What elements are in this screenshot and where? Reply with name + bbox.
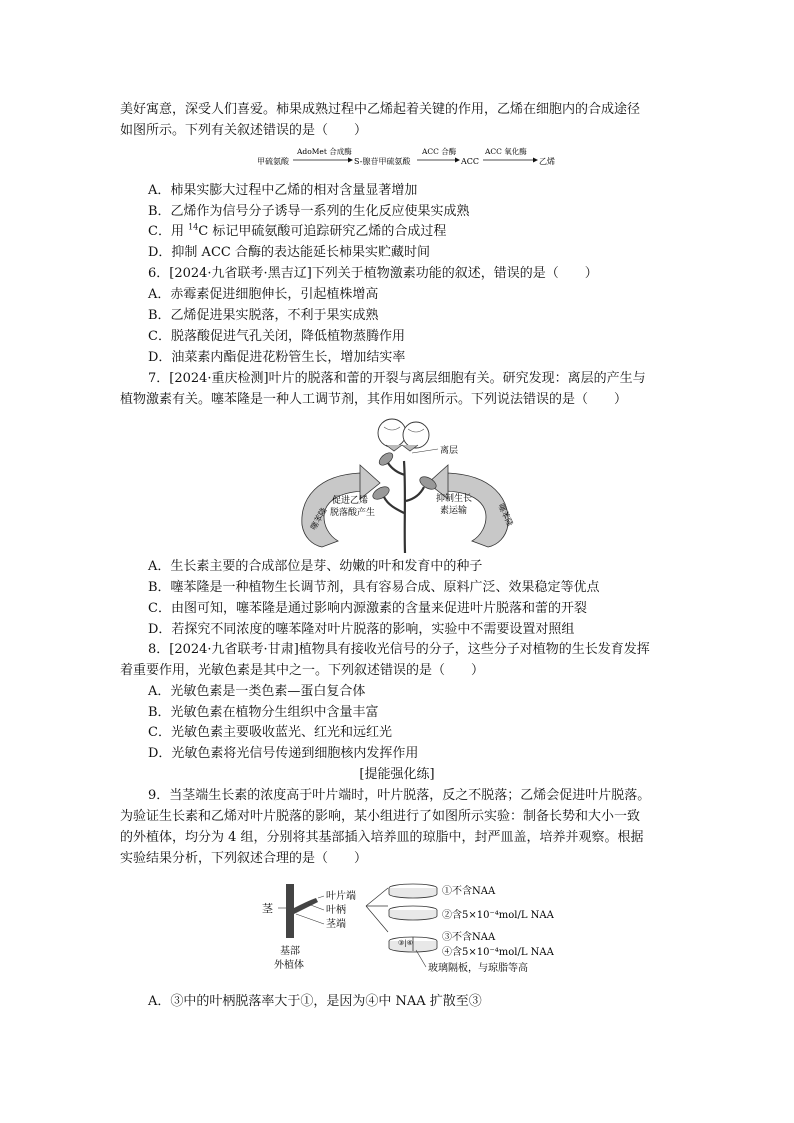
q6-stem: 6．[2024·九省联考·黑吉辽]下列关于植物激素功能的叙述，错误的是（ ）	[148, 266, 598, 281]
leaf-end-label: 叶片端	[326, 891, 356, 902]
petri-dish-3-4	[389, 937, 437, 952]
q8-stem-line1: 8．[2024·九省联考·甘肃]植物具有接收光信号的分子，这些分子对植物的生长发育发挥	[148, 642, 650, 657]
pathway-substrate-1: 甲硫氨酸	[257, 157, 289, 166]
base-label-2: 外植体	[274, 960, 304, 971]
right-arc-label: 噻苯隆	[496, 502, 515, 528]
q7-option-b: B．噻苯隆是一种植物生长调节剂，具有容易合成、原料广泛、效果稳定等优点	[148, 580, 600, 595]
abscission-layer-label: 离层	[440, 446, 459, 456]
q5-option-a: A．柿果实膨大过程中乙烯的相对含量显著增加	[148, 183, 418, 198]
dish-2-label: ②含5×10⁻⁴mol/L NAA	[442, 910, 554, 921]
base-label-1: 基部	[280, 946, 300, 957]
q8-option-c: C．光敏色素主要吸收蓝光、红光和远红光	[148, 725, 392, 740]
q9-stem-line1: 9．当茎端生长素的浓度高于叶片端时，叶片脱落，反之不脱落；乙烯会促进叶片脱落。	[148, 788, 651, 803]
cotton-boll	[403, 422, 429, 448]
q9-option-a: A．③中的叶柄脱落率大于①，是因为④中 NAA 扩散至③	[148, 994, 482, 1009]
pathway-substrate-3: ACC	[461, 157, 480, 166]
q9-stem-line4: 实验结果分析，下列叙述合理的是（ ）	[120, 851, 368, 866]
dish-3-label: ③不含NAA	[442, 932, 496, 943]
pathway-enzyme-1: AdoMet 合成酶	[297, 147, 352, 156]
dish-4-label: ④含5×10⁻⁴mol/L NAA	[442, 947, 554, 958]
q9-stem-line2: 为验证生长素和乙烯对叶片脱落的影响，某小组进行了如图所示实验：制备长势和大小一致	[120, 809, 641, 824]
q7-stem-line2: 植物激素有关。噻苯隆是一种人工调节剂，其作用如图所示。下列说法错误的是（ ）	[120, 392, 628, 407]
q7-option-d: D．若探究不同浓度的噻苯隆对叶片脱落的影响，实验中不需要设置对照组	[148, 622, 575, 637]
promote-label-2: 脱落酸产生	[330, 508, 376, 518]
q8-option-b: B．光敏色素在植物分生组织中含量丰富	[148, 705, 379, 720]
q5-stem-line1: 美好寓意，深受人们喜爱。柿果成熟过程中乙烯起着关键的作用，乙烯在细胞内的合成途径	[120, 102, 641, 117]
dish-1-label: ①不含NAA	[442, 886, 496, 897]
q5-option-b: B．乙烯作为信号分子诱导一系列的生化反应使果实成熟	[148, 204, 470, 219]
q5-option-d: D．抑制 ACC 合酶的表达能延长柿果实贮藏时间	[148, 245, 430, 260]
petiole-label: 叶柄	[326, 905, 346, 916]
pathway-enzyme-3: ACC 氧化酶	[485, 147, 527, 156]
left-arc-label: 噻苯隆	[308, 506, 329, 532]
plant-stem	[384, 461, 424, 553]
pathway-substrate-2: S-腺苷甲硫氨酸	[354, 157, 411, 166]
q5-option-c-pre: C．用	[148, 224, 189, 239]
q5-option-c-post: C 标记甲硫氨酸可追踪研究乙烯的合成过程	[198, 224, 447, 239]
q9-stem-line3: 的外植体，均分为 4 组，分别将其基部插入培养皿的琼脂中，封严皿盖，培养并观察。根据	[120, 830, 644, 845]
q5-option-c-isotope: 14	[188, 222, 199, 232]
stem-end-label: 茎端	[326, 919, 346, 930]
inhibit-label-1: 抑制生长	[436, 494, 473, 504]
petri-dish-2	[389, 906, 437, 920]
leaf	[377, 450, 395, 467]
promote-label-1: 促进乙烯	[332, 496, 369, 506]
pathway-enzyme-2: ACC 合酶	[422, 147, 457, 156]
q6-option-d: D．油菜素内酯促进花粉管生长，增加结实率	[148, 350, 406, 365]
glass-divider-label: 玻璃隔板，与琼脂等高	[428, 963, 528, 974]
inhibit-label-2: 素运输	[440, 506, 468, 516]
section-heading: [提能强化练]	[359, 767, 435, 782]
q6-option-b: B．乙烯促进果实脱落，不利于果实成熟	[148, 308, 379, 323]
q7-option-a: A．生长素主要的合成部位是芽、幼嫩的叶和发育中的种子	[148, 559, 483, 574]
q5-stem-line2: 如图所示。下列有关叙述错误的是（ ）	[120, 123, 368, 138]
thidiazuron-diagram	[288, 413, 522, 553]
dish-3-4-label: ③|④	[398, 939, 413, 947]
q7-stem-line1: 7．[2024·重庆检测]叶片的脱落和蕾的开裂与离层细胞有关。研究发现：离层的产生与	[148, 371, 646, 386]
stem-label: 茎	[262, 902, 273, 915]
ethylene-pathway-diagram	[255, 144, 565, 172]
q7-option-c: C．由图可知，噻苯隆是通过影响内源激素的含量来促进叶片脱落和蕾的开裂	[148, 601, 587, 616]
q6-option-a: A．赤霉素促进细胞伸长，引起植株增高	[148, 287, 379, 302]
q8-option-d: D．光敏色素将光信号传递到细胞核内发挥作用	[148, 746, 419, 761]
explant-experiment-diagram	[258, 878, 570, 980]
explant-petiole	[294, 898, 318, 914]
q8-stem-line2: 着重要作用，光敏色素是其中之一。下列叙述错误的是（ ）	[120, 663, 485, 678]
explant-stem	[286, 884, 294, 938]
pathway-product: 乙烯	[539, 157, 555, 166]
petri-dish-1	[389, 884, 437, 898]
q5-option-c	[148, 222, 446, 242]
q6-option-c: C．脱落酸促进气孔关闭，降低植物蒸腾作用	[148, 329, 405, 344]
cotton-boll	[378, 419, 406, 447]
q8-option-a: A．光敏色素是一类色素—蛋白复合体	[148, 684, 366, 699]
